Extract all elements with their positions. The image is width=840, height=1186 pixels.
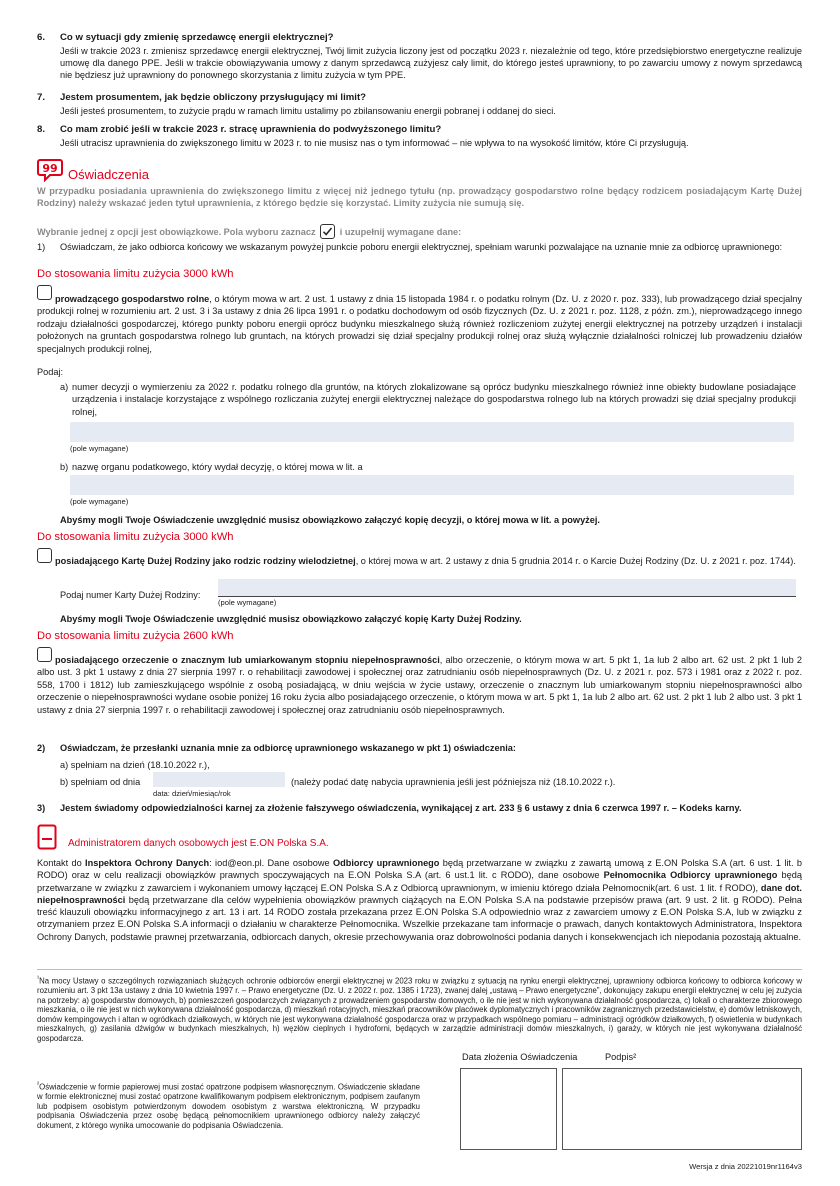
limit-2600-heading: Do stosowania limitu zużycia 2600 kWh [37, 630, 234, 642]
declaration-2-option-a: a) spełniam na dzień (18.10.2022 r.), [60, 760, 210, 770]
declaration-1-number: 1) [37, 242, 46, 252]
gdpr-t5: będą przetwarzane dla celów wypełnienia obowiązków prawnych ciążących na E.ON Polska S.A na podstawie przepisów prawa (art. 9 ust. 2 lit. g RODO). Pełna treść klauzuli obowiązku informacyjnego z art. 13 i art. 14 RODO została przekazana przez E.ON Polska S.A odpowiednio wraz z zawarciem umowy z E.ON Polska S.A, lub w związku z otrzymaniem przez E.ON Polska S.A informacji o działaniu w charakterze Pełnomocnika. Wszelkie przekazane tam informacje o prawach, danych kontaktowych Administratora, Inspektora Ochrony Danych, podstawie prawnej przetwarzania, odbiorcach danych, okresie przechowywania oraz dobrowolności podania danych i konsekwencjach ich niepodania pozostają aktualne. [37, 894, 802, 942]
faq-7-number: 7. [37, 92, 46, 103]
declarations-title: Oświadczenia [68, 167, 149, 182]
gdpr-t3: będą przetwarzane w związku z zawartą umową z E.ON Polska S.A (art. 6 ust. 1 lit. b RODO) oraz w celu realizacji obowiązków prawnych spoczywających na E.ON Polska S.A (art. 6 ust.1 lit. c RODO), dane osobowe [37, 858, 802, 881]
footnote-1-text: Na mocy Ustawy o szczególnych rozwiązaniach służących ochronie odbiorców energii elektrycznej w 2023 roku w związku z sytuacją na rynku energii elektrycznej, uprawniony odbiorca końcowy to odbiorca końcowy w rozumieniu art. 3 pkt 13a ustawy z dnia 10 kwietnia 1997 r. – Prawo energetyczne (Dz. U. z 2022 r. poz. 1385 i 1723), zwanej dalej „ustawą – Prawo energetyczne”, dokonujący zakupu energii elektrycznej w celu jej zużycia na potrzeby: a) gospodarstw domowych, b) pomieszczeń gospodarczych związanych z prowadzeniem gospodarstw domowych, o ile nie jest w nich wykonywana działalność gospodarcza, c) lokali o charakterze zbiorowego mieszkania, o ile nie jest w nich wykonywana działalność gospodarcza, d) mieszkań rotacyjnych, mieszkań pracowników placówek dyplomatycznych i pracowników zagranicznych przedstawicielstw, e) domów letniskowych, domów kempingowych i altan w ogródkach działkowych, w których nie jest wykonywana działalność gospodarcza oraz w przypadkach wspólnego pomiaru – administracji ogródków działkowych, f) oświetlenia w budynkach mieszkalnych, g) zasilania dźwigów w budynkach mieszkalnych, h) węzłów cieplnych i hydroforni, będących w zarządzie administracji domów mieszkalnych, i) garaży, w których nie jest wykonywana działalność gospodarcza. [37, 976, 802, 1043]
footnote-2-text: Oświadczenie w formie papierowej musi zostać opatrzone podpisem własnoręcznym. Oświadczenie składane w formie elektronicznej musi zostać opatrzone kwalifikowanym podpisem elektronicznym, podpisem zaufanym lub podpisem osobistym potwierdzonym dowodem osobistym z warstwa elektroniczną. W przypadku podpisania Oświadczenia przez osobę będącą pełnomocnikiem uprawnionego odbiorcy należy załączyć dokument, z którego wynika umocowanie do podpisania Oświadczenia. [37, 1082, 420, 1130]
decision-number-field[interactable] [70, 422, 794, 442]
faq-6-answer: Jeśli w trakcie 2023 r. zmienisz sprzedawcę energii elektrycznej, Twój limit zużycia liczony jest od początku 2023 r. niezależnie od tego, które przedsiębiorstwo energetyczne realizuje umowę dla danego PPE. Jeśli w trakcie obowiązywania umowy z danym sprzedawcą zużyjesz cały limit, do którego jesteś uprawniony, to po zawarciu umowy z nowym sprzedawcą nie będziesz już uprawniony do ponownego skorzystania z limitu zużycia w tym PPE. [60, 46, 802, 81]
gdpr-b1: Inspektora Ochrony Danych [85, 858, 210, 868]
kdr-number-required: (pole wymagane) [218, 598, 277, 607]
gdpr-title: Administratorem danych osobowych jest E.ON Polska S.A. [68, 838, 329, 849]
gdpr-text [37, 857, 802, 943]
kdr-option-text [37, 555, 802, 567]
checkmark-icon [320, 224, 335, 239]
kdr-option-body: , o której mowa w art. 2 ustawy z dnia 5 grudnia 2014 r. o Karcie Dużej Rodziny (Dz. U. z 2021 r. poz. 1744). [355, 556, 796, 566]
footnote-divider [37, 969, 802, 970]
gdpr-b3: Pełnomocnika Odbiorcy uprawnionego [603, 870, 778, 881]
item-b-text: nazwę organu podatkowego, który wydał decyzję, o której mowa w lit. a [72, 462, 363, 472]
speech-bubble-icon [37, 158, 63, 185]
footnote-1 [37, 974, 802, 1057]
limit-3000-heading-farm: Do stosowania limitu zużycia 3000 kWh [37, 268, 234, 280]
tax-authority-required: (pole wymagane) [70, 497, 129, 506]
kdr-number-field[interactable] [218, 579, 796, 596]
document-icon [37, 824, 57, 853]
gdpr-b4: dane dot. niepełnosprawności [37, 882, 802, 905]
limit-3000-heading-kdr: Do stosowania limitu zużycia 3000 kWh [37, 531, 234, 543]
svg-text:99: 99 [42, 162, 58, 175]
kdr-field-underline [218, 596, 796, 597]
disability-option-text [37, 654, 802, 716]
decision-number-required: (pole wymagane) [70, 444, 129, 453]
footnote-1-mark: ¹ [37, 975, 40, 982]
declarations-intro: W przypadku posiadania uprawnienia do zwiększonego limitu z więcej niż jednego tytułu (np. prowadzący gospodarstwo rolne będący rodzicem posiadającym Kartę Dużej Rodziny) należy wskazać jeden tytuł uprawnienia, z którego będzie się korzystać. Limity zużycia nie sumują się. [37, 186, 802, 209]
instruction-post: i uzupełnij wymagane dane: [339, 227, 462, 237]
faq-6-question: Co w sytuacji gdy zmienię sprzedawcę energii elektrycznej? [60, 32, 334, 43]
declaration-1-text: Oświadczam, że jako odbiorca końcowy we wskazanym powyżej punkcie poboru energii elektrycznej, spełniam warunki pozwalające na uznanie mnie za odbiorcę uprawnionego: [60, 242, 783, 252]
podaj-label: Podaj: [37, 367, 64, 377]
faq-7-answer: Jeśli jesteś prosumentem, to zużycie prądu w ramach limitu ustalimy po zbilansowaniu energii pobranej i oddanej do sieci. [60, 106, 556, 116]
disability-option-body: , albo orzeczenie, o którym mowa w art. 5 pkt 1, 1a lub 2 albo art. 62 ust. 2 pkt 1 lub 2 albo ust. 3 pkt 1 ustawy z dnia 27 sierpnia 1997 r. o rehabilitacji zawodowej i społecznej oraz zatrudnianiu osób niepełnosprawnych (Dz. U. z 2021 r. poz. 573 i 1981 oraz z 2022 r. poz. 558, 1700 i 1812) lub zamieszkującego wspólnie z osobą posiadającą, w dniu wejścia w życie ustawy, orzeczenie o znacznym lub umiarkowanym stopniu niepełnosprawności albo orzeczenie o niepełnosprawności wydane osobie poniżej 16 roku życia albo posiadającego orzeczenie, o którym mowa w art. 5 pkt 1, 1a lub 2 albo art. 62 ust. 2 pkt 1 lub 2 albo ust. 3 pkt 1 ustawy z dnia 27 sierpnia 1997 r. o rehabilitacji zawodowej i społecznej oraz zatrudnianiu osób niepełnosprawnych. [37, 655, 802, 715]
farm-option-text [37, 293, 802, 355]
declaration-2-option-b-pre: b) spełniam od dnia [60, 777, 141, 787]
kdr-field-label: Podaj numer Karty Dużej Rodziny: [60, 590, 201, 600]
declaration-3-text: Jestem świadomy odpowiedzialności karnej za złożenie fałszywego oświadczenia, wynikającej z art. 233 § 6 ustawy z dnia 6 czerwca 1997 r. – Kodeks karny. [60, 803, 742, 813]
signature-box[interactable] [562, 1068, 802, 1150]
date-field[interactable] [153, 772, 285, 787]
faq-6-number: 6. [37, 32, 46, 43]
declarations-instruction [37, 224, 461, 239]
gdpr-b2: Odbiorcy uprawnionego [332, 858, 440, 868]
date-submitted-label: Data złożenia Oświadczenia [462, 1052, 578, 1062]
declaration-2-text: Oświadczam, że przesłanki uznania mnie za odbiorcę uprawnionego wskazanego w pkt 1) oświadczenia: [60, 743, 516, 753]
instruction-pre: Wybranie jednej z opcji jest obowiązkowe. Pola wyboru zaznacz [37, 227, 316, 237]
item-b-label: b) [60, 462, 69, 472]
gdpr-t2: : iod@eon.pl. Dane osobowe [209, 858, 333, 868]
gdpr-t4: będą przetwarzane w związku z zawarciem i wykonaniem umowy łączącej E.ON Polska S.A z Odbiorcą uprawnionym, w imieniu którego działa Pełnomocnik(art. 6 ust. 1 lit. f RODO), [37, 870, 802, 893]
signature-label: Podpis² [605, 1052, 637, 1062]
kdr-option-bold: posiadającego Kartę Dużej Rodziny jako rodzic rodziny wielodzietnej [55, 556, 356, 566]
declaration-3-number: 3) [37, 803, 46, 813]
declaration-2-option-b-post: (należy podać datę nabycia uprawnienia jeśli jest późniejsza niż (18.10.2022 r.). [291, 777, 616, 787]
declaration-2-number: 2) [37, 743, 46, 753]
gdpr-t1: Kontakt do [37, 858, 86, 868]
farm-option-bold: prowadzącego gospodarstwo rolne [55, 294, 210, 304]
faq-8-question: Co mam zrobić jeśli w trakcie 2023 r. stracę uprawnienia do podwyższonego limitu? [60, 124, 442, 135]
footnote-2 [37, 1080, 420, 1130]
footnote-2-mark: ² [37, 1081, 40, 1088]
date-submitted-box[interactable] [460, 1068, 557, 1150]
version-label: Wersja z dnia 20221019nr1164v3 [689, 1162, 802, 1171]
farm-attach-note: Abyśmy mogli Twoje Oświadczenie uwzględnić musisz obowiązkowo załączyć kopię decyzji, o której mowa w lit. a powyżej. [60, 515, 600, 525]
tax-authority-field[interactable] [70, 475, 794, 495]
disability-option-bold: posiadającego orzeczenie o znacznym lub umiarkowanym stopniu niepełnosprawności [55, 655, 440, 665]
faq-8-answer: Jeśli utracisz uprawnienia do zwiększonego limitu w 2023 r. to nie musisz nas o tym informować – nie wpływa to na wysokość limitów, które Ci przysługują. [60, 138, 689, 148]
farm-option-body: , o którym mowa w art. 2 ust. 1 ustawy z dnia 15 listopada 1984 r. o podatku rolnym (Dz. U. z 2020 r. poz. 333), lub prowadzącego dział specjalny produkcji rolnej w rozumieniu art. 2 ust. 3 i 3a ustawy z dnia 26 lipca 1991 r. o podatku dochodowym od osób fizycznych (Dz. U. z 2021 r. poz. 1128, z późn. zm.), nieprowadzącego innego rodzaju działalności gospodarczej, którego punkty poboru energii oprócz budynku mieszkalnego służą również rozliczeniom zużytej energii elektrycznej na potrzeby urządzeń i instalacji położonych na gruntach gospodarstwa rolnego lub gruntach, na których prowadzi się dział specjalny produkcji rolnej oraz służą wyłącznie działalności rolniczej lub prowadzeniu działów specjalnych produkcji rolnej, [37, 294, 802, 354]
date-hint: data: dzień/miesiąc/rok [153, 789, 231, 798]
faq-8-number: 8. [37, 124, 46, 135]
item-a-text: numer decyzji o wymierzeniu za 2022 r. podatku rolnego dla gruntów, na których zlokalizowane są oprócz budynku mieszkalnego również inne obiekty budowlane posiadające urządzenia i instalacje korzystające z wspólnego rozliczania zużytej energii elektrycznej należące do gospodarstwa rolnego lub na których prowadzi się dział specjalny produkcji rolnej, [72, 382, 796, 417]
item-a-label: a) [60, 382, 69, 392]
kdr-attach-note: Abyśmy mogli Twoje Oświadczenie uwzględnić musisz obowiązkowo załączyć kopię Karty Dużej Rodziny. [60, 614, 522, 624]
faq-7-question: Jestem prosumentem, jak będzie obliczony przysługujący mi limit? [60, 92, 367, 103]
